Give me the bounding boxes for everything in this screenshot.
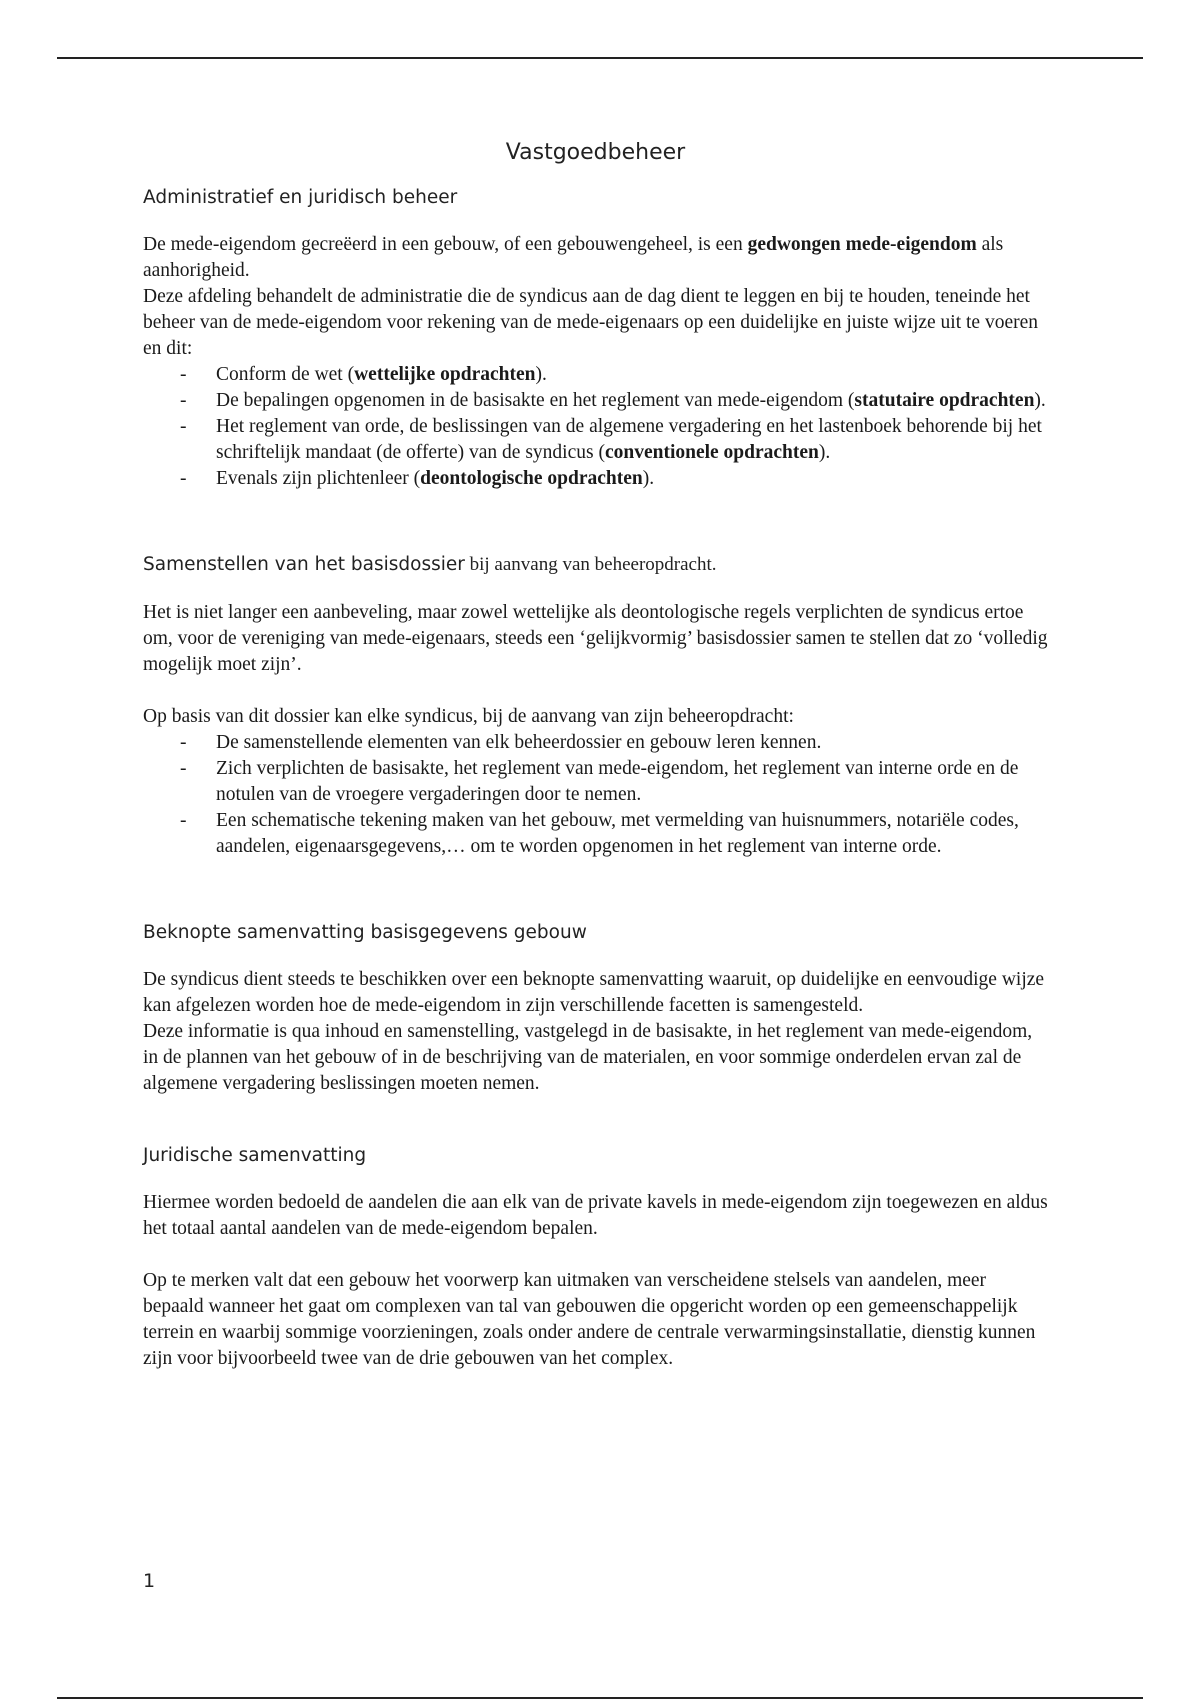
bold-term: statutaire opdrachten bbox=[854, 390, 1035, 411]
page-content bbox=[143, 140, 1048, 1372]
section-heading-juridisch: Juridische samenvatting bbox=[143, 1145, 367, 1166]
text-run: ). bbox=[535, 364, 547, 385]
text-run: De bepalingen opgenomen in de basisakte en het reglement van mede-eigendom ( bbox=[216, 390, 855, 411]
bold-term: conventionele opdrachten bbox=[604, 442, 819, 463]
text-run: De mede-eigendom gecreëerd in een gebouw, of een gebouwengeheel, is een bbox=[143, 234, 748, 255]
header-rule bbox=[57, 57, 1143, 59]
document-title: Vastgoedbeheer bbox=[505, 140, 686, 165]
list-item: - Een schematische tekening maken van het gebouw, met vermelding van huisnummers, notariële codes, aandelen, eigenaarsgegevens,… om te worden opgenomen in het reglement van interne orde. bbox=[216, 808, 1048, 860]
paragraph-informatie: Deze informatie is qua inhoud en samenstelling, vastgelegd in de basisakte, in het reglement van mede-eigendom, in de plannen van het gebouw of in de beschrijving van de materialen, en voor sommige onderdelen ervan zal de algemene vergadering beslissingen moeten nemen. bbox=[143, 1021, 1033, 1094]
paragraph-aandelen: Hiermee worden bedoeld de aandelen die aan elk van de private kavels in mede-eigendom zijn toegewezen en aldus het totaal aantal aandelen van de mede-eigendom bepalen. bbox=[143, 1192, 1048, 1239]
list-item: - Zich verplichten de basisakte, het reglement van mede-eigendom, het reglement van interne orde en de notulen van de vroegere vergaderingen door te nemen. bbox=[216, 756, 1048, 808]
list-item: - De samenstellende elementen van elk beheerdossier en gebouw leren kennen. bbox=[216, 730, 1048, 756]
text-run: als aanhorigheid. bbox=[143, 234, 1004, 281]
text-run: Evenals zijn plichtenleer ( bbox=[216, 468, 421, 489]
spacer bbox=[143, 678, 1048, 704]
text-run: Conform de wet ( bbox=[216, 364, 355, 385]
list-opdrachten bbox=[143, 362, 1048, 492]
paragraph-aanbeveling: Het is niet langer een aanbeveling, maar zowel wettelijke als deontologische regels verplichten de syndicus ertoe om, voor de vereniging van mede-eigenaars, steeds een ‘gelijkvormig’ basisdossier samen te stellen dat zo ‘volledig mogelijk moet zijn’. bbox=[143, 602, 1048, 675]
paragraph-administratie: Deze afdeling behandelt de administratie die de syndicus aan de dag dient te leggen en bij te houden, teneinde het beheer van de mede-eigendom voor rekening van de mede-eigenaars op een duidelijke en juiste wijze uit te voeren en dit: bbox=[143, 286, 1039, 359]
spacer bbox=[143, 860, 1048, 922]
bold-term: wettelijke opdrachten bbox=[354, 364, 536, 385]
section-heading-basisdossier bbox=[143, 554, 1048, 576]
list-aanvang bbox=[143, 730, 1048, 860]
paragraph-op-basis: Op basis van dit dossier kan elke syndicus, bij de aanvang van zijn beheeropdracht: bbox=[143, 706, 794, 727]
paragraph-beknopte-samenvatting: De syndicus dient steeds te beschikken over een beknopte samenvatting waaruit, op duidelijke en eenvoudige wijze kan afgelezen worden hoe de mede-eigendom in zijn verschillende facetten is samengesteld. bbox=[143, 969, 1045, 1016]
spacer bbox=[143, 1097, 1048, 1145]
spacer bbox=[143, 1242, 1048, 1268]
page-number: 1 bbox=[143, 1570, 156, 1592]
heading-main: Samenstellen van het basisdossier bbox=[143, 554, 465, 575]
bold-term: gedwongen mede-eigendom bbox=[747, 234, 977, 255]
list-item bbox=[216, 362, 1048, 388]
text-run: ). bbox=[1034, 390, 1046, 411]
paragraph-mede-eigendom bbox=[143, 232, 1048, 284]
bold-term: deontologische opdrachten bbox=[420, 468, 643, 489]
footer-rule bbox=[57, 1697, 1143, 1699]
list-item bbox=[216, 414, 1048, 466]
section-heading-samenvatting: Beknopte samenvatting basisgegevens gebouw bbox=[143, 922, 587, 943]
text-run: ). bbox=[818, 442, 831, 463]
heading-tail: bij aanvang van beheeropdracht. bbox=[464, 554, 717, 575]
paragraph-stelsels: Op te merken valt dat een gebouw het voorwerp kan uitmaken van verscheidene stelsels van aandelen, meer bepaald wanneer het gaat om complexen van tal van gebouwen die opgericht worden op een gemeenschappelijk terrein en waarbij sommige voorzieningen, zoals onder andere de centrale verwarmingsinstallatie, dienstig kunnen zijn voor bijvoorbeeld twee van de drie gebouwen van het complex. bbox=[143, 1270, 1036, 1369]
section-heading-administratief: Administratief en juridisch beheer bbox=[143, 187, 458, 208]
spacer bbox=[143, 492, 1048, 554]
text-run: Het reglement van orde, de beslissingen van de algemene vergadering en het lastenboek behorende bij het schriftelijk mandaat (de offerte) van de syndicus ( bbox=[216, 416, 1042, 463]
list-item bbox=[216, 388, 1048, 414]
list-item bbox=[216, 466, 1048, 492]
text-run: ). bbox=[642, 468, 655, 489]
